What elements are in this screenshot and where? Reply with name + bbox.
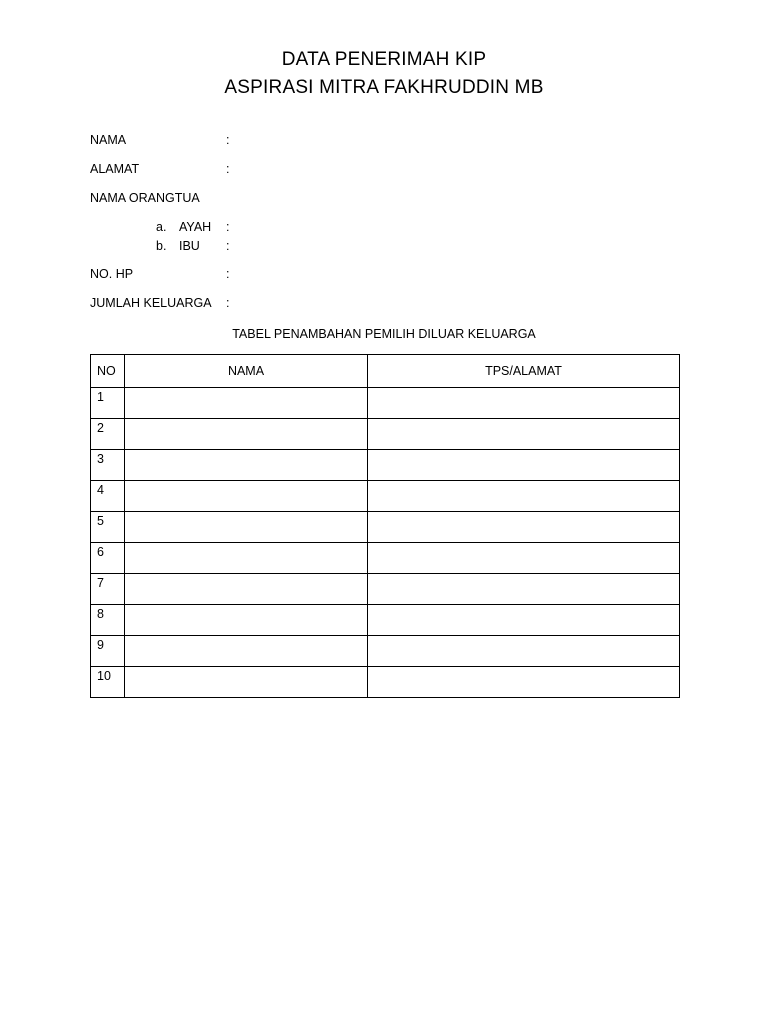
row-number: 3 <box>91 450 125 481</box>
table-row <box>91 605 680 636</box>
nama-label: NAMA <box>90 133 127 147</box>
row-number: 8 <box>91 605 125 636</box>
title-line-1: DATA PENERIMAH KIP <box>281 49 487 70</box>
no-hp-label: NO. HP <box>90 267 134 281</box>
row-number: 2 <box>91 419 125 450</box>
row-number: 10 <box>91 667 125 698</box>
nama-cell[interactable] <box>125 419 368 450</box>
row-number: 4 <box>91 481 125 512</box>
tps-alamat-cell[interactable] <box>368 636 680 667</box>
table-row <box>91 512 680 543</box>
nama-colon: : <box>226 133 230 147</box>
nama-orangtua-label: NAMA ORANGTUA <box>90 191 200 205</box>
nama-cell[interactable] <box>125 512 368 543</box>
table-row <box>91 636 680 667</box>
document-title <box>0 46 768 102</box>
voter-table <box>90 354 680 698</box>
table-row <box>91 543 680 574</box>
tps-alamat-cell[interactable] <box>368 605 680 636</box>
table-row <box>91 388 680 419</box>
jumlah-keluarga-colon: : <box>226 296 230 310</box>
jumlah-keluarga-label: JUMLAH KELUARGA <box>90 296 212 310</box>
nama-cell[interactable] <box>125 388 368 419</box>
row-number: 1 <box>91 388 125 419</box>
header-nama: NAMA <box>125 355 368 388</box>
tps-alamat-cell[interactable] <box>368 481 680 512</box>
tps-alamat-cell[interactable] <box>368 512 680 543</box>
table-row <box>91 667 680 698</box>
alamat-label: ALAMAT <box>90 162 140 176</box>
tps-alamat-cell[interactable] <box>368 450 680 481</box>
ibu-label: IBU <box>179 239 200 253</box>
no-hp-colon: : <box>226 267 230 281</box>
nama-cell[interactable] <box>125 636 368 667</box>
table-header-row <box>91 355 680 388</box>
header-tps-alamat: TPS/ALAMAT <box>368 355 680 388</box>
nama-cell[interactable] <box>125 450 368 481</box>
nama-cell[interactable] <box>125 574 368 605</box>
ayah-label: AYAH <box>179 220 212 234</box>
table-row <box>91 450 680 481</box>
row-number: 7 <box>91 574 125 605</box>
tps-alamat-cell[interactable] <box>368 574 680 605</box>
tps-alamat-cell[interactable] <box>368 543 680 574</box>
ayah-letter: a. <box>156 220 167 234</box>
table-title: TABEL PENAMBAHAN PEMILIH DILUAR KELUARGA <box>232 327 536 341</box>
row-number: 5 <box>91 512 125 543</box>
nama-cell[interactable] <box>125 667 368 698</box>
tps-alamat-cell[interactable] <box>368 419 680 450</box>
alamat-colon: : <box>226 162 230 176</box>
title-line-2: ASPIRASI MITRA FAKHRUDDIN MB <box>224 77 544 98</box>
table-row <box>91 419 680 450</box>
tps-alamat-cell[interactable] <box>368 667 680 698</box>
table-row <box>91 574 680 605</box>
header-no: NO <box>91 355 125 388</box>
ibu-letter: b. <box>156 239 167 253</box>
nama-cell[interactable] <box>125 605 368 636</box>
table-row <box>91 481 680 512</box>
ayah-colon: : <box>226 220 230 234</box>
tps-alamat-cell[interactable] <box>368 388 680 419</box>
row-number: 9 <box>91 636 125 667</box>
nama-cell[interactable] <box>125 543 368 574</box>
row-number: 6 <box>91 543 125 574</box>
ibu-colon: : <box>226 239 230 253</box>
nama-cell[interactable] <box>125 481 368 512</box>
